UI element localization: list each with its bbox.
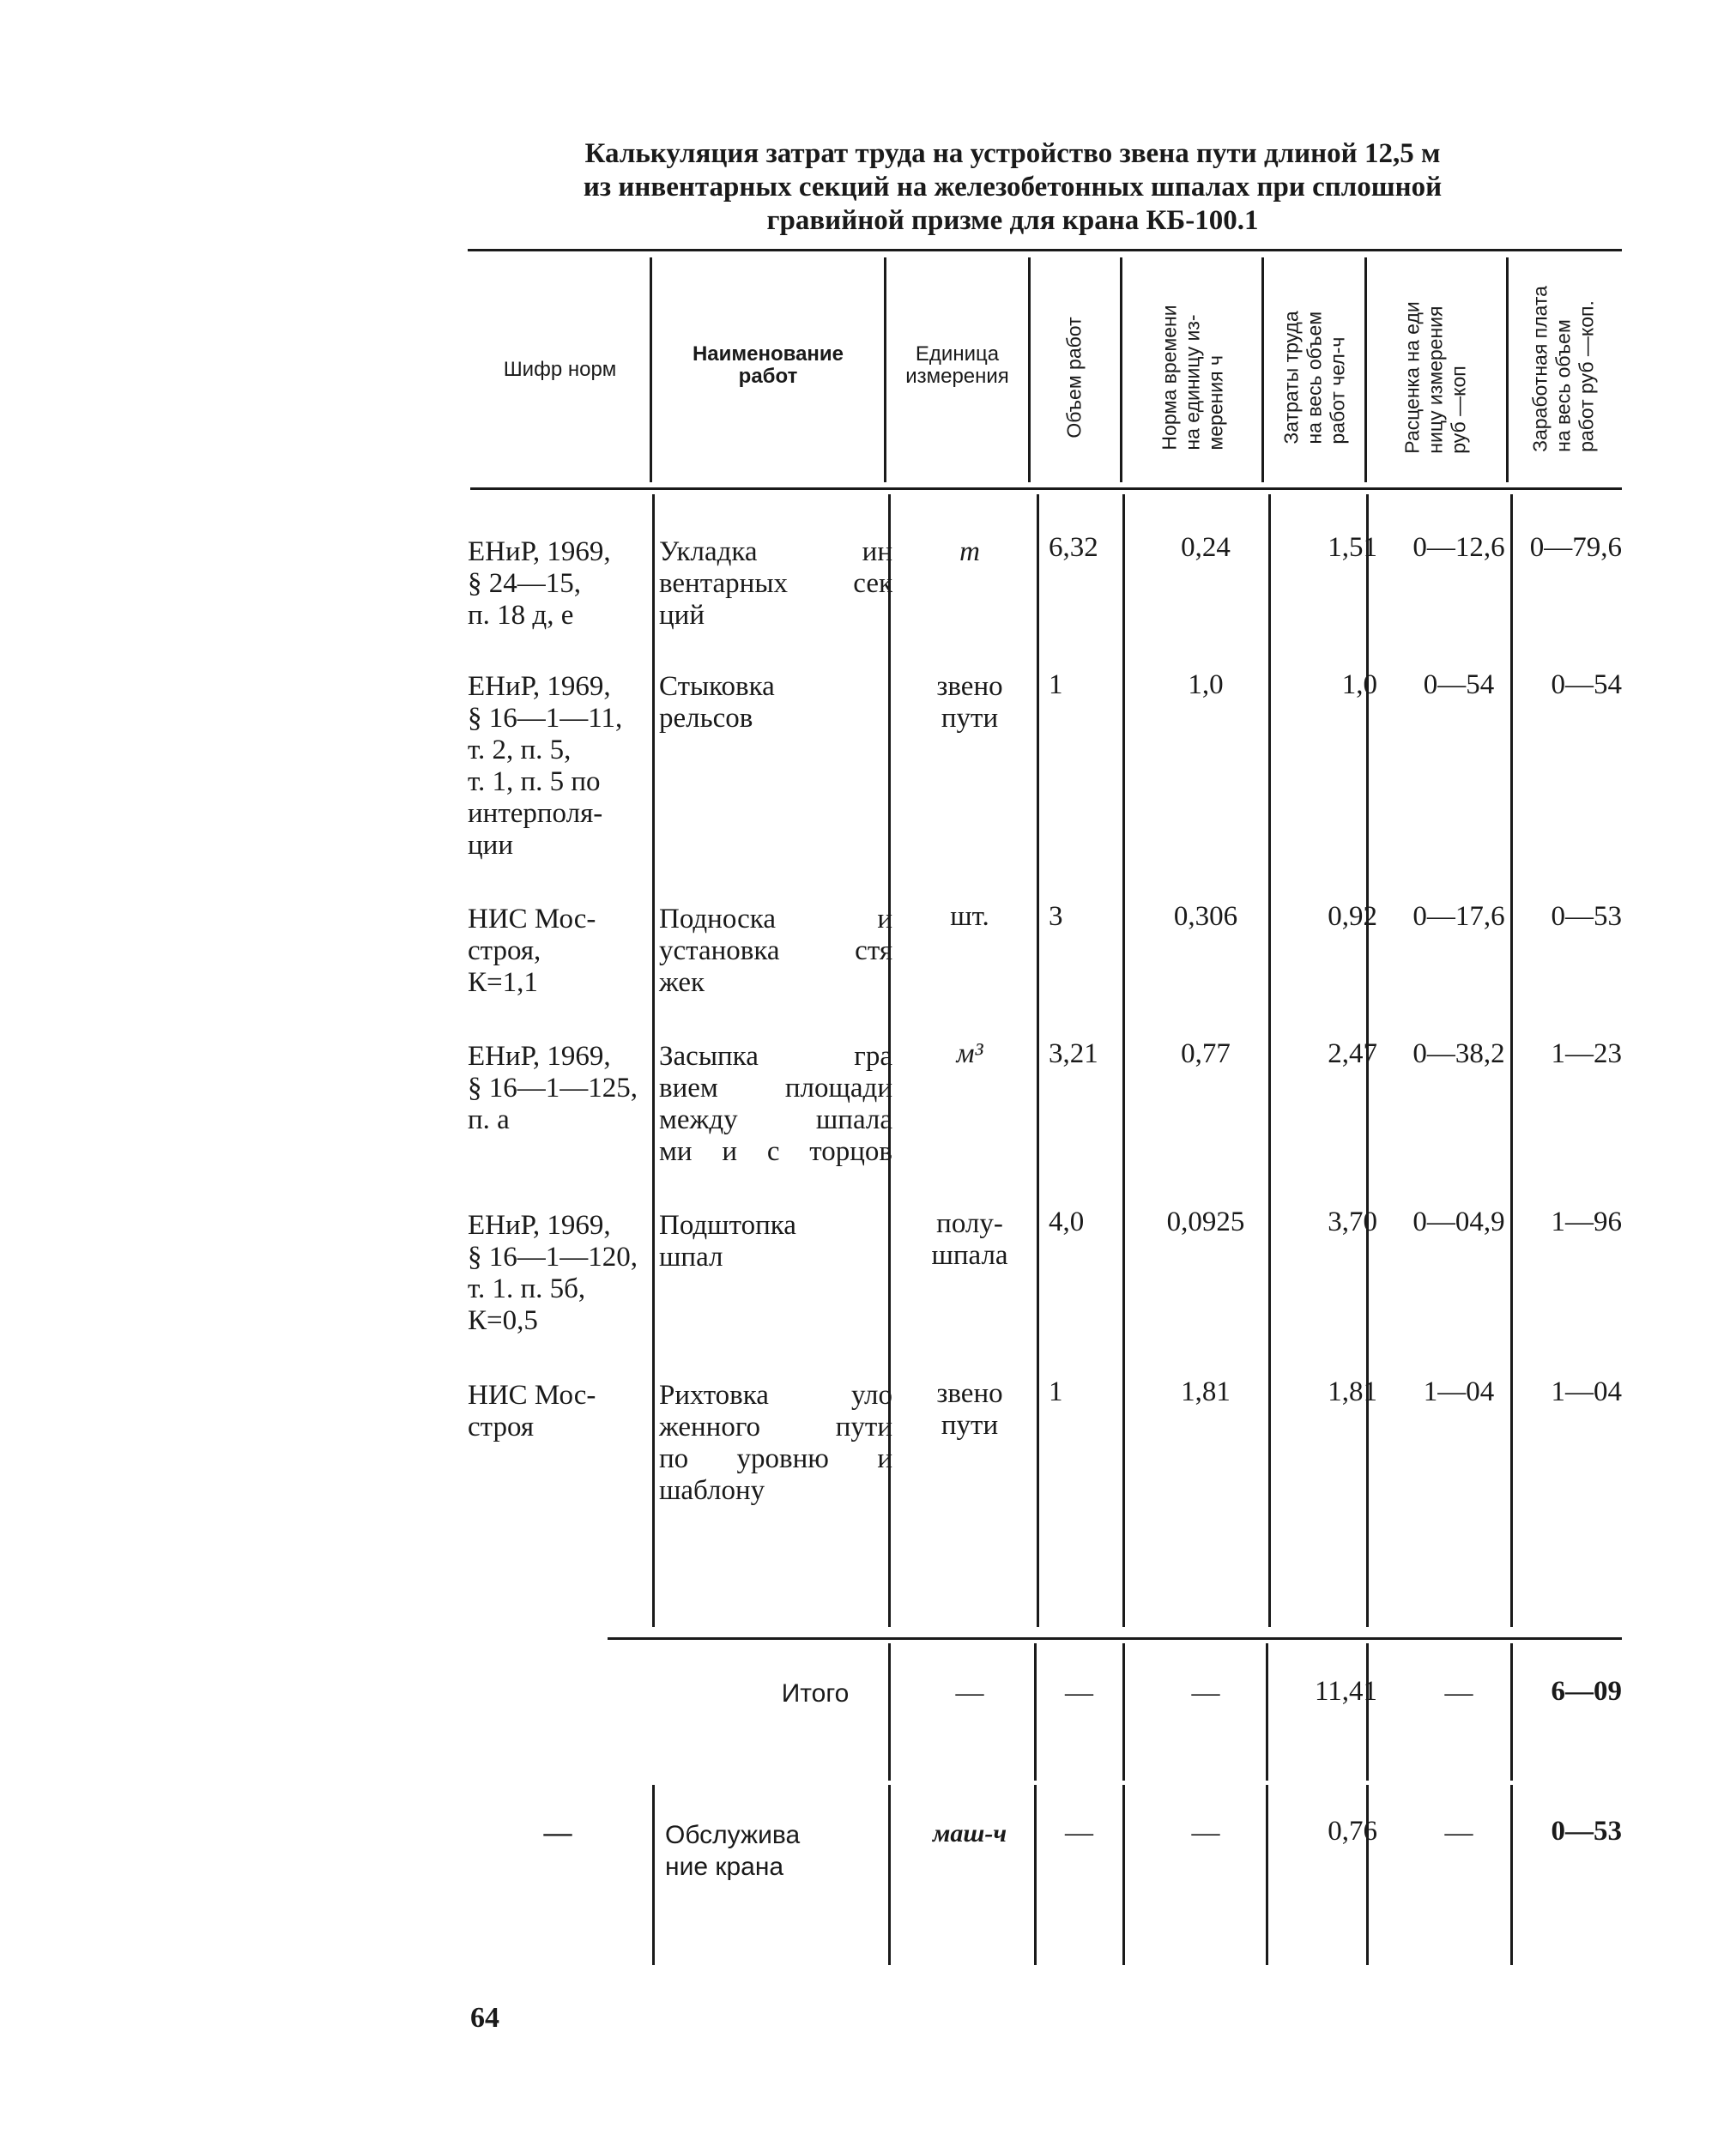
row-3-labor: 0,92: [1328, 901, 1377, 932]
header-volume: Объем работ: [1062, 317, 1086, 438]
row-3-pay: 0—53: [1551, 901, 1622, 932]
row-4-rate: 0—38,2: [1412, 1038, 1505, 1069]
row-5-pay: 1—96: [1551, 1207, 1622, 1237]
row-6-work: Рихтовка уло женного пути по уровню и шаблону: [659, 1380, 892, 1506]
header-unit: Единица измерения: [905, 342, 1009, 388]
crane-col-divider: [1266, 1785, 1268, 1965]
header-col-divider: [1364, 257, 1367, 482]
total-norm: —: [1191, 1678, 1220, 1709]
header-col-divider: [1028, 257, 1031, 482]
crane-volume: —: [1065, 1817, 1093, 1848]
row-4-labor: 2,47: [1328, 1038, 1377, 1069]
page-number: 64: [470, 2002, 499, 2034]
row-4-pay: 1—23: [1551, 1038, 1622, 1069]
row-1-unit: т: [959, 536, 980, 567]
document-title: [481, 137, 1545, 238]
header-work: Наименование работ: [692, 342, 844, 388]
crane-unit: маш-ч: [932, 1819, 1007, 1848]
row-2-rate: 0—54: [1423, 669, 1495, 700]
table-top-rule: [468, 249, 1622, 251]
row-1-rate: 0—12,6: [1412, 532, 1505, 563]
row-1-work: Укладка ин вентарных сек ций: [659, 536, 892, 631]
row-5-labor: 3,70: [1328, 1207, 1377, 1237]
row-2-labor: 1,0: [1341, 669, 1377, 700]
title-line-2: из инвентарных секций на железобетонных шпалах при сплошной: [583, 172, 1443, 203]
row-1-pay: 0—79,6: [1529, 532, 1622, 563]
row-5-unit: полу- шпала: [931, 1208, 1008, 1271]
total-unit: —: [955, 1678, 984, 1709]
total-col-divider: [1122, 1643, 1125, 1781]
total-volume: —: [1065, 1678, 1093, 1709]
row-5-volume: 4,0: [1049, 1207, 1085, 1237]
crane-code: —: [543, 1817, 572, 1848]
total-col-divider: [1366, 1643, 1369, 1781]
row-2-volume: 1: [1049, 669, 1063, 700]
row-6-norm: 1,81: [1181, 1376, 1231, 1407]
total-pay: 6—09: [1551, 1676, 1622, 1707]
row-3-volume: 3: [1049, 901, 1063, 932]
row-6-unit: звено пути: [936, 1378, 1003, 1441]
total-label: Итого: [781, 1679, 850, 1708]
row-5-code: ЕНиР, 1969, § 16—1—120, т. 1. п. 5б, К=0,5: [468, 1210, 638, 1336]
row-6-pay: 1—04: [1551, 1376, 1622, 1407]
title-line-1: Калькуляция затрат труда на устройство звена пути длиной 12,5 м: [584, 138, 1441, 169]
header-code: Шифр норм: [503, 358, 617, 381]
crane-rate: —: [1444, 1817, 1473, 1848]
row-6-code: НИС Мос- строя: [468, 1380, 596, 1442]
row-4-code: ЕНиР, 1969, § 16—1—125, п. а: [468, 1041, 638, 1135]
crane-labor: 0,76: [1328, 1816, 1377, 1847]
total-top-rule: [608, 1637, 1622, 1640]
row-6-rate: 1—04: [1423, 1376, 1495, 1407]
total-col-divider: [1266, 1643, 1268, 1781]
row-4-work: Засыпка гра вием площади между шпала ми и с торцов: [659, 1041, 892, 1167]
row-5-rate: 0—04,9: [1412, 1207, 1505, 1237]
row-2-work: Стыковка рельсов: [659, 671, 775, 734]
crane-norm: —: [1191, 1817, 1220, 1848]
row-1-code: ЕНиР, 1969, § 24—15, п. 18 д, е: [468, 536, 611, 631]
row-4-norm: 0,77: [1181, 1038, 1231, 1069]
header-labor: Затраты труда на весь объем работ чел-ч: [1279, 311, 1349, 445]
crane-col-divider: [652, 1785, 655, 1965]
row-5-work: Подштопка шпал: [659, 1210, 796, 1273]
row-3-code: НИС Мос- строя, К=1,1: [468, 904, 596, 998]
row-3-unit: шт.: [950, 901, 989, 932]
row-4-unit: м³: [956, 1038, 983, 1069]
title-line-3: гравийной призме для крана КБ-100.1: [766, 205, 1259, 236]
row-5-norm: 0,0925: [1166, 1207, 1245, 1237]
row-3-norm: 0,306: [1173, 901, 1238, 932]
total-col-divider: [888, 1643, 891, 1781]
total-col-divider: [1510, 1643, 1513, 1781]
row-2-code: ЕНиР, 1969, § 16—1—11, т. 2, п. 5, т. 1, п. 5 по интерполя- ции: [468, 671, 623, 861]
header-col-divider: [1506, 257, 1509, 482]
row-2-unit: звено пути: [936, 671, 1003, 734]
header-col-divider: [1261, 257, 1264, 482]
crane-work: Обслужива ние крана: [665, 1821, 801, 1881]
header-col-divider: [1120, 257, 1122, 482]
total-col-divider: [1034, 1643, 1037, 1781]
row-1-labor: 1,51: [1328, 532, 1377, 563]
header-pay: Заработная плата на весь объем работ руб —коп.: [1528, 286, 1598, 452]
row-3-work: Подноска и установка стя жек: [659, 904, 892, 998]
header-bottom-rule: [470, 487, 1622, 490]
row-1-volume: 6,32: [1049, 532, 1098, 563]
row-2-norm: 1,0: [1188, 669, 1224, 700]
row-3-rate: 0—17,6: [1412, 901, 1505, 932]
total-rate: —: [1444, 1678, 1473, 1709]
row-6-volume: 1: [1049, 1376, 1063, 1407]
crane-col-divider: [1122, 1785, 1125, 1965]
row-1-norm: 0,24: [1181, 532, 1231, 563]
row-4-volume: 3,21: [1049, 1038, 1098, 1069]
total-labor: 11,41: [1314, 1676, 1377, 1707]
header-rate: Расценка на еди ницу измерения руб —коп: [1400, 301, 1470, 454]
header-col-divider: [884, 257, 886, 482]
crane-col-divider: [1510, 1785, 1513, 1965]
header-col-divider: [650, 257, 652, 482]
crane-pay: 0—53: [1551, 1816, 1622, 1847]
header-norm: Норма времени на единицу из- мерения ч: [1158, 305, 1227, 451]
row-6-labor: 1,81: [1328, 1376, 1377, 1407]
body-col-divider: [652, 494, 655, 1627]
crane-col-divider: [1034, 1785, 1037, 1965]
crane-col-divider: [1366, 1785, 1369, 1965]
row-2-pay: 0—54: [1551, 669, 1622, 700]
